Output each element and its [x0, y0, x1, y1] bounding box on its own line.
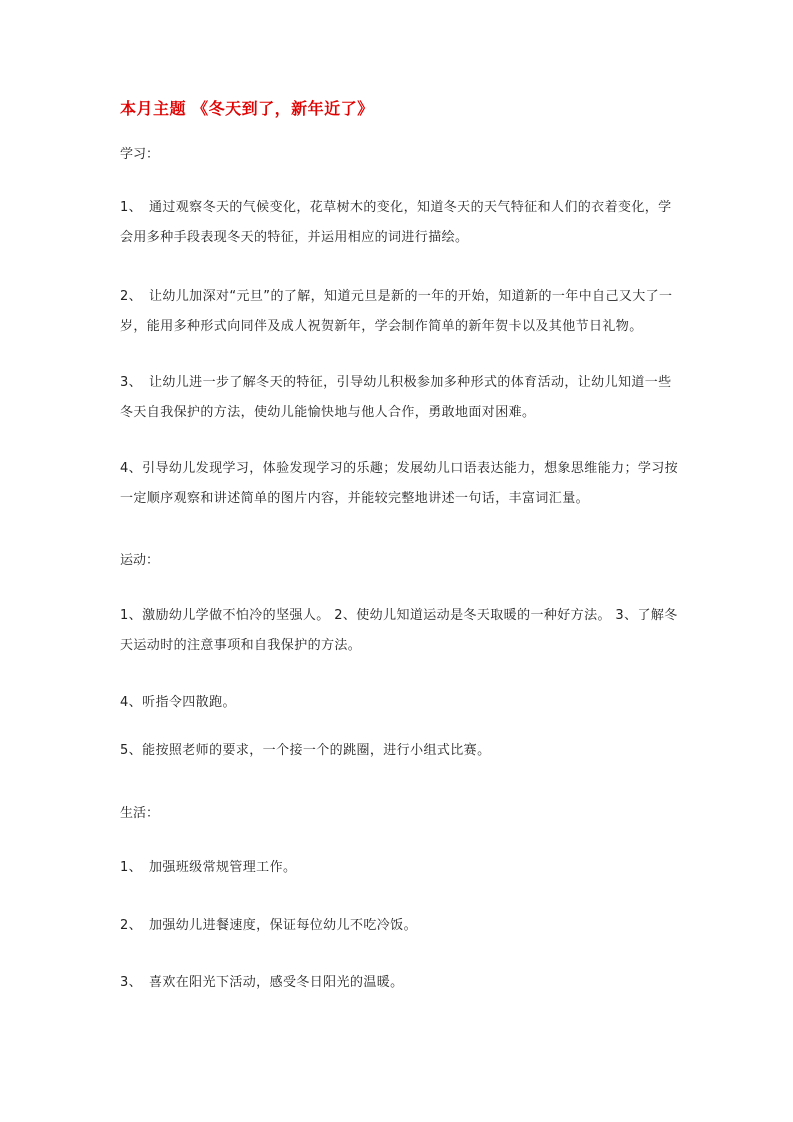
learning-item-2: 2、 让幼儿加深对“元旦”的了解，知道元旦是新的一年的开始，知道新的一年中自己又大了一岁，能用多种形式向同伴及成人祝贺新年，学会制作简单的新年贺卡以及其他节日礼物。 [120, 289, 673, 334]
learning-item-1: 1、 通过观察冬天的气候变化，花草树木的变化，知道冬天的天气特征和人们的衣着变化，学会用多种手段表现冬天的特征，并运用相应的词进行描绘。 [120, 200, 672, 245]
sports-item-1: 1、激励幼儿学做不怕冷的坚强人。 2、使幼儿知道运动是冬天取暖的一种好方法。 3、了解冬天运动时的注意事项和自我保护的方法。 [120, 608, 678, 653]
learning-item-4: 4、引导幼儿发现学习，体验发现学习的乐趣；发展幼儿口语表达能力，想象思维能力；学习按一定顺序观察和讲述简单的图片内容，并能较完整地讲述一句话，丰富词汇量。 [120, 461, 679, 506]
sports-item-5: 5、能按照老师的要求，一个接一个的跳圈，进行小组式比赛。 [120, 743, 491, 758]
sports-item-4: 4、听指令四散跑。 [120, 695, 236, 710]
section-heading-learning: 学习： [120, 147, 160, 162]
page-title: 本月主题 《冬天到了，新年近了》 [120, 99, 374, 118]
section-heading-sports: 运动： [120, 553, 160, 568]
section-heading-life: 生活： [120, 806, 160, 821]
life-item-1: 1、 加强班级常规管理工作。 [120, 860, 297, 875]
life-item-2: 2、 加强幼儿进餐速度，保证每位幼儿不吃冷饭。 [120, 918, 417, 933]
life-item-3: 3、 喜欢在阳光下活动，感受冬日阳光的温暖。 [120, 975, 404, 990]
learning-item-3: 3、 让幼儿进一步了解冬天的特征，引导幼儿积极参加多种形式的体育活动，让幼儿知道一些冬天自我保护的方法，使幼儿能愉快地与他人合作，勇敢地面对困难。 [120, 375, 672, 420]
